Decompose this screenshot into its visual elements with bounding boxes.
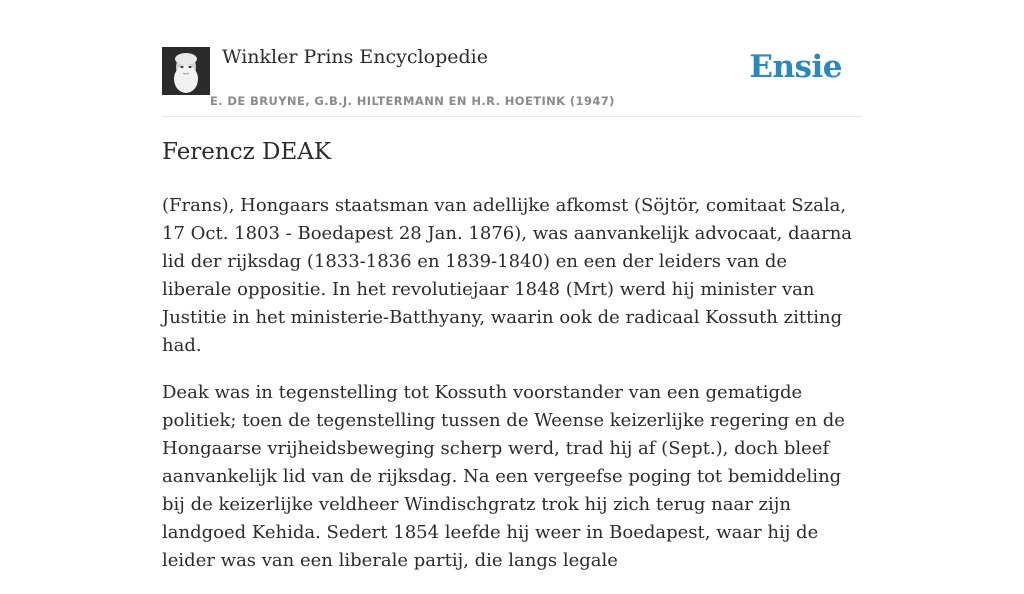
publication-title[interactable]: Winkler Prins Encyclopedie	[222, 46, 488, 68]
article-title: Ferencz DEAK	[162, 139, 332, 165]
author-avatar	[162, 47, 210, 95]
article-paragraph: Deak was in tegenstelling tot Kossuth voorstander van een gematigde politiek; toen de tegenstelling tussen de Weense keizerlijke regering en de Hongaarse vrijheidsbeweging scherp werd, trad hij af (Sept.), doch bleef aanvankelijk lid van de rijksdag. Na een vergeefse poging tot bemiddeling bij de keizerlijke veldheer Windischgratz trok hij zich terug naar zijn landgoed Kehida. Sedert 1854 leefde hij weer in Boedapest, waar hij de leider was van een liberale partij, die langs legale	[162, 382, 845, 571]
publication-header	[162, 42, 862, 117]
publication-authors: E. DE BRUYNE, G.B.J. HILTERMANN EN H.R. HOETINK (1947)	[210, 94, 615, 108]
bearded-man-portrait-icon	[162, 47, 210, 95]
ensie-logo-link[interactable]: Ensie	[749, 49, 842, 85]
article-paragraph: (Frans), Hongaars staatsman van adellijke afkomst (Söjtör, comitaat Szala, 17 Oct. 1803 - Boedapest 28 Jan. 1876), was aanvankelijk advocaat, daarna lid der rijksdag (1833-1836 en 1839-1840) en een der leiders van de liberale oppositie. In het revolutiejaar 1848 (Mrt) werd hij minister van Justitie in het ministerie-Batthyany, waarin ook de radicaal Kossuth zitting had.	[162, 195, 853, 356]
article-body	[162, 192, 862, 594]
